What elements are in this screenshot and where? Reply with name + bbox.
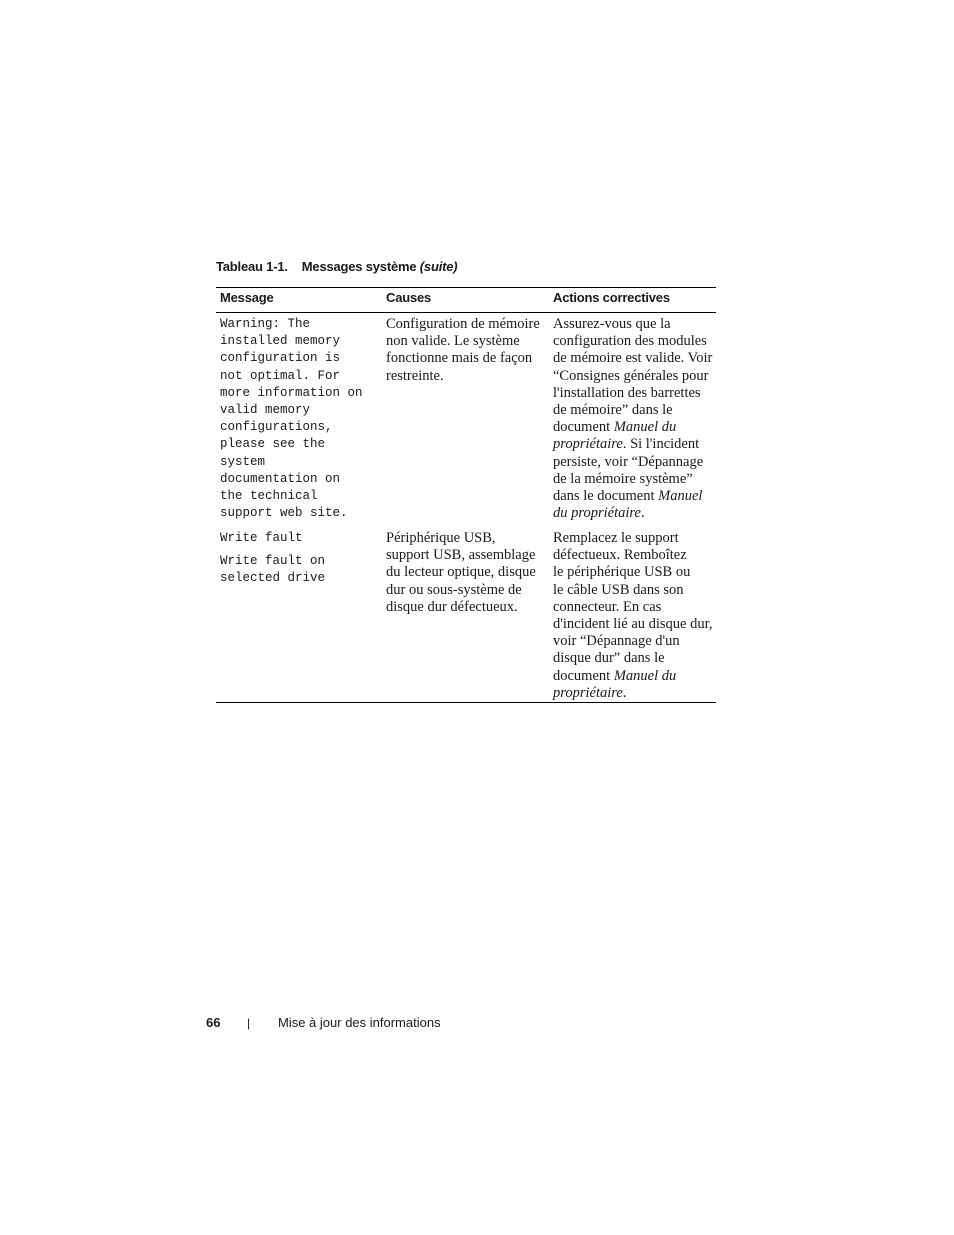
header-message: Message: [220, 290, 274, 305]
action-text-part: . Si l'incident persiste, voir “Dépannage de la mémoire système” dans le document: [553, 436, 704, 505]
header-causes: Causes: [386, 290, 432, 305]
footer-title: Mise à jour des informations: [278, 1015, 441, 1030]
page-number: 66: [206, 1015, 221, 1030]
action-cell: [549, 316, 716, 528]
table-row: [216, 313, 716, 528]
table-caption-label: Tableau 1-1.: [216, 259, 288, 274]
system-messages-table: [216, 287, 716, 703]
table-caption: [216, 259, 457, 274]
action-text: [553, 530, 716, 702]
action-text: [553, 316, 716, 522]
document-title: Manuel du propriétaire: [553, 488, 703, 522]
cause-cell: [382, 530, 549, 702]
footer-separator: |: [247, 1016, 251, 1030]
message-text: Write fault on selected drive: [220, 554, 326, 586]
cause-text: Périphérique USB, support USB, assemblage du lecteur optique, disque dur ou sous-système de disque dur défectueux.: [386, 530, 536, 615]
message-cell: [216, 530, 382, 702]
table-header-row: [216, 288, 716, 313]
cause-cell: [382, 316, 549, 528]
action-cell: [549, 530, 716, 702]
action-text-part: .: [640, 505, 645, 522]
message-text: Warning: The installed memory configuration is not optimal. For more information on valid memory configurations, please see the system documentation on the technical support web site.: [220, 317, 363, 521]
table-row: [216, 528, 716, 702]
document-title: Manuel du propriétaire: [553, 419, 677, 453]
action-text-part: .: [622, 684, 627, 701]
message-text: Write fault: [220, 531, 303, 545]
cause-text: Configuration de mémoire non valide. Le système fonctionne mais de façon restreinte.: [386, 316, 540, 384]
table-caption-suite: (suite): [419, 259, 458, 274]
header-actions: Actions correctives: [553, 290, 670, 305]
message-cell: [216, 316, 382, 528]
document-title: Manuel du propriétaire: [553, 667, 677, 701]
action-text-part: Remplacez le support défectueux. Remboîtez le périphérique USB ou le câble USB dans son connecteur. En cas d'incident lié au disque dur, voir “Dépannage d'un disque dur” dans le document: [553, 530, 713, 684]
table-caption-title: Messages système: [301, 259, 420, 274]
action-text-part: Assurez-vous que la configuration des modules de mémoire est valide. Voir “Consignes générales pour l'installation des barrettes de mémoire” dans le document: [553, 316, 713, 436]
